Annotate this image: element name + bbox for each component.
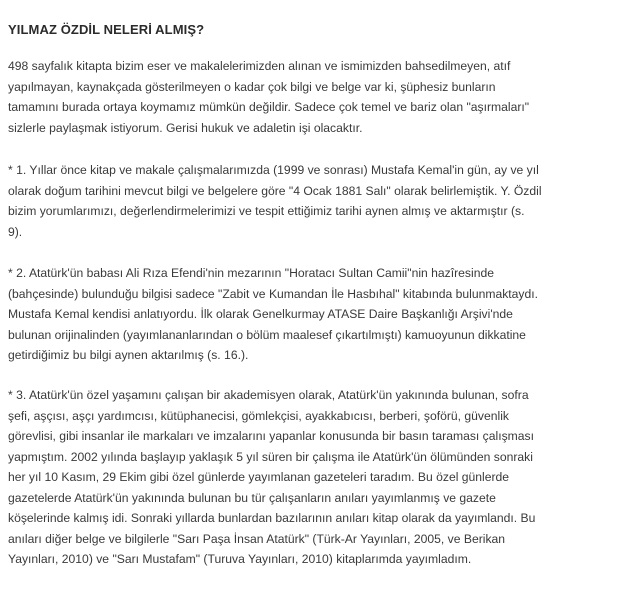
paragraph-line: görevlisi, gibi insanlar ile markaları ve imzalarını yapanlar konusunda bir basın taraması çalışması xyxy=(8,429,534,443)
paragraph-line: * 3. Atatürk'ün özel yaşamını çalışan bir akademisyen olarak, Atatürk'ün yakınında bulunan, sofra xyxy=(8,388,529,402)
paragraph-line: tamamını burada ortaya koymamız mümkün değildir. Sadece çok temel ve bariz olan "aşırmaları" xyxy=(8,100,530,114)
article-paragraph-intro xyxy=(8,56,636,138)
paragraph-line: olarak doğum tarihini mevcut bilgi ve belgelere göre "4 Ocak 1881 Salı" olarak belirlemiştik. Y. Özdil xyxy=(8,183,542,198)
article-title: YILMAZ ÖZDİL NELERİ ALMIŞ? xyxy=(8,22,205,37)
paragraph-line: yapılmayan, kaynakçada gösterilmeyen o kadar çok bilgi ve belge var ki, şüphesiz bunların xyxy=(8,79,496,94)
article-paragraph-item-1 xyxy=(8,160,636,242)
paragraph-line: her yıl 10 Kasım, 29 Ekim gibi özel günlerde yayımlanan gazeteleri taradım. Bu özel günlerde xyxy=(8,470,510,484)
paragraph-line: şefi, aşçısı, aşçı yardımcısı, kütüphanecisi, gömlekçisi, ayakkabıcısı, berberi, şoförü, güvenlik xyxy=(8,408,510,423)
article-paragraph-item-3 xyxy=(8,385,636,570)
paragraph-line: sizlerle paylaşmak istiyorum. Gerisi hukuk ve adaletin işi olacaktır. xyxy=(8,120,363,135)
paragraph-line: * 2. Atatürk'ün babası Ali Rıza Efendi'nin mezarının "Horatacı Sultan Camii"nin hazîresinde xyxy=(8,266,494,280)
paragraph-line: yapmıştım. 2002 yılında başlayıp yaklaşık 5 yıl süren bir çalışma ile Atatürk'ün ölümünden sonraki xyxy=(8,449,533,464)
paragraph-line: gazetelerde Atatürk'ün yakınında bulunan bu tür çalışanların anıları yayımlanmış ve gazete xyxy=(8,490,496,505)
paragraph-line: 498 sayfalık kitapta bizim eser ve makalelerimizden alınan ve ismimizden bahsedilmeyen, atıf xyxy=(8,59,511,73)
paragraph-line: * 1. Yıllar önce kitap ve makale çalışmalarımızda (1999 ve sonrası) Mustafa Kemal'in gün, ay ve yıl xyxy=(8,163,539,177)
paragraph-line: (bahçesinde) bulunduğu bilgisi sadece "Zabit ve Kumandan İle Hasbıhal" kitabında bulunmaktaydı. xyxy=(8,286,539,301)
paragraph-line: bulunan orijinalinden (yayımlananlarından o bölüm maalesef çıkartılmıştı) kamuoyunun dikkatine xyxy=(8,327,526,342)
paragraph-line: getirdiğimiz bu bilgi aynen aktarılmış (s. 16.). xyxy=(8,348,249,362)
article-paragraph-item-2 xyxy=(8,263,636,366)
paragraph-line: köşelerinde kalmış idi. Sonraki yıllarda bunlardan bazılarının anıları kitap olarak da yayımlandı. Bu xyxy=(8,511,536,525)
paragraph-line: 9). xyxy=(8,224,23,239)
paragraph-line: bizim yorumlarımızı, değerlendirmelerimizi ve tespit ettiğimiz tarihi aynen almış ve aktarmıştır (s. xyxy=(8,204,525,218)
paragraph-line: Mustafa Kemal kendisi anlatıyordu. İlk olarak Genelkurmay ATASE Daire Başkanlığı Arşivi'nde xyxy=(8,307,513,321)
paragraph-line: Yayınları, 2010) ve "Sarı Mustafam" (Turuva Yayınları, 2010) kitaplarımda yayımladım. xyxy=(8,552,472,566)
paragraph-line: anıları diğer belge ve bilgilerle "Sarı Paşa İnsan Atatürk" (Türk-Ar Yayınları, 2005, ve Berikan xyxy=(8,531,506,546)
